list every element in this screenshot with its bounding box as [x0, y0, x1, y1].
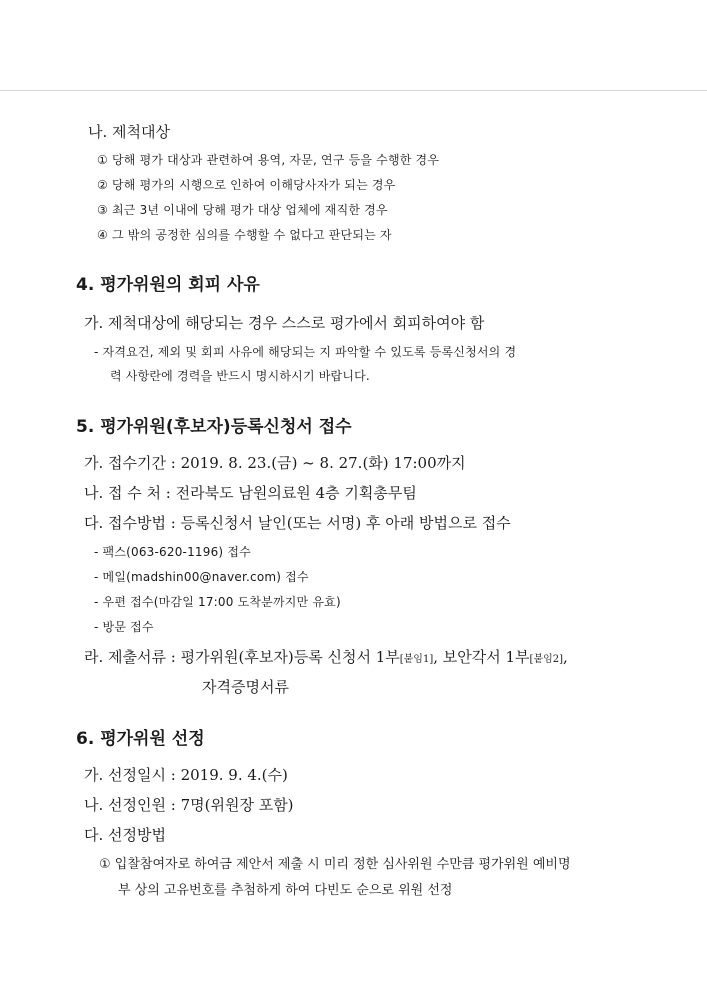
section-5-da: 다. 접수방법 : 등록신청서 날인(또는 서명) 후 아래 방법으로 접수: [84, 514, 511, 532]
list-item: ② 당해 평가의 시행으로 인하여 이해당사자가 되는 경우: [97, 178, 396, 192]
section-na-title: 나. 제척대상: [88, 123, 170, 141]
list-item: ① 당해 평가 대상과 관련하여 용역, 자문, 연구 등을 수행한 경우: [97, 153, 440, 167]
section-4-ga: 가. 제척대상에 해당되는 경우 스스로 평가에서 회피하여야 함: [84, 314, 485, 332]
section-5-ra-prefix: 라. 제출서류 : 평가위원(후보자)등록 신청서 1부: [84, 648, 400, 666]
section-6-na: 나. 선정인원 : 7명(위원장 포함): [84, 796, 294, 814]
section-5-heading: 5. 평가위원(후보자)등록신청서 접수: [76, 417, 352, 437]
attachment-ref-2: [붙임2]: [529, 654, 564, 665]
list-item: - 방문 접수: [94, 620, 154, 634]
section-6-ga: 가. 선정일시 : 2019. 9. 4.(수): [84, 766, 288, 784]
section-5-ra-end: ,: [563, 648, 568, 666]
list-item: ③ 최근 3년 이내에 당해 평가 대상 업체에 재직한 경우: [97, 203, 388, 217]
header-rule: [0, 90, 707, 91]
section-6-item1-line1: ① 입찰참여자로 하여금 제안서 제출 시 미리 정한 심사위원 수만큼 평가위원 예비명: [99, 857, 571, 872]
attachment-ref-1: [붙임1]: [399, 654, 434, 665]
list-item: - 팩스(063-620-1196) 접수: [94, 545, 251, 559]
list-item: - 메일(madshin00@naver.com) 접수: [94, 570, 309, 584]
section-4-note-line2: 력 사항란에 경력을 반드시 명시하시기 바랍니다.: [110, 369, 370, 383]
section-5-ra: [84, 646, 568, 667]
section-5-na: 나. 접 수 처 : 전라북도 남원의료원 4층 기획총무팀: [84, 484, 417, 502]
section-6-item1-line2: 부 상의 고유번호를 추첨하게 하여 다빈도 순으로 위원 선정: [118, 883, 453, 898]
section-5-ra-middle: , 보안각서 1부: [433, 648, 530, 666]
section-5-ga: 가. 접수기간 : 2019. 8. 23.(금) ~ 8. 27.(화) 17:00까지: [84, 454, 466, 472]
list-item: ④ 그 밖의 공정한 심의를 수행할 수 없다고 판단되는 자: [97, 228, 392, 242]
section-6-heading: 6. 평가위원 선정: [76, 729, 205, 749]
section-6-da: 다. 선정방법: [84, 826, 166, 844]
section-4-note-line1: - 자격요건, 제외 및 회피 사유에 해당되는 지 파악할 수 있도록 등록신청서의 경: [94, 345, 517, 359]
section-4-heading: 4. 평가위원의 회피 사유: [76, 275, 260, 295]
list-item: - 우편 접수(마감일 17:00 도착분까지만 유효): [94, 595, 341, 609]
section-5-ra-line2: 자격증명서류: [202, 678, 289, 696]
